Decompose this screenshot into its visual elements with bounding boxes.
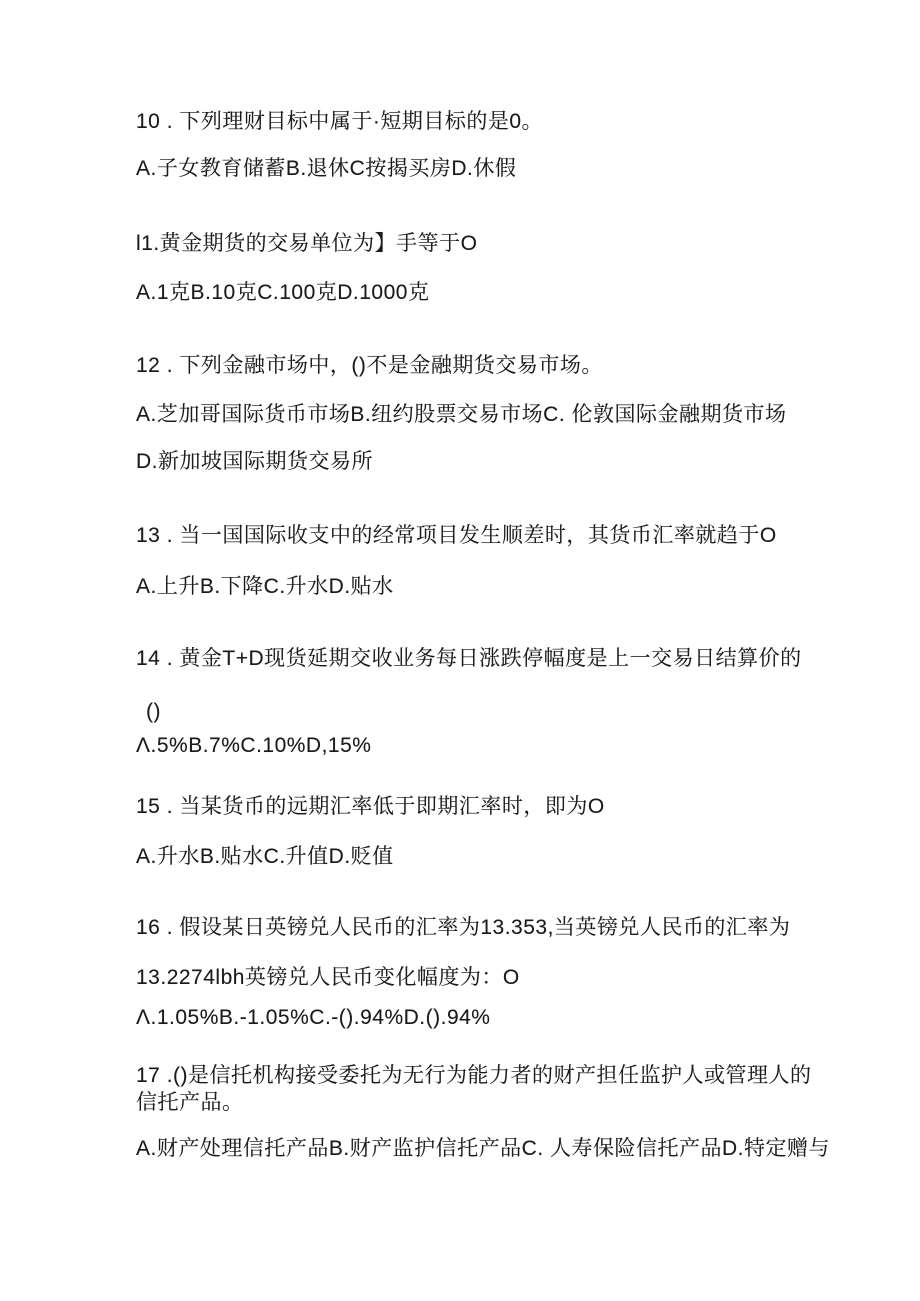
question-15-text: 15 . 当某货币的远期汇率低于即期汇率时，即为O — [136, 795, 605, 818]
question-17-options: A.财产处理信托产品B.财产监护信托产品C. 人寿保险信托产品D.特定赠与 — [136, 1137, 831, 1160]
question-13-options: A.上升B.下降C.升水D.贴水 — [136, 575, 394, 598]
question-12-options-line-1: A.芝加哥国际货币市场B.纽约股票交易市场C. 伦敦国际金融期货市场 — [136, 403, 787, 426]
question-17-text: 17 .()是信托机构接受委托为无行为能力者的财产担任监护人或管理人的 — [136, 1064, 812, 1087]
question-17-text-line-2: 信托产品。 — [136, 1091, 244, 1114]
question-14-text: 14 . 黄金T+D现货延期交收业务每日涨跌停幅度是上一交易日结算价的 — [136, 647, 802, 670]
question-11-text: l1.黄金期货的交易单位为】手等于O — [136, 232, 478, 255]
question-10-text: 10 . 下列理财目标中属于·短期目标的是0。 — [136, 110, 544, 133]
question-10-options: A.子女教育储蓄B.退休C按揭买房D.休假 — [136, 157, 517, 180]
question-14-options: Λ.5%B.7%C.10%D,15% — [136, 734, 372, 757]
question-14-text-line-2: () — [146, 700, 161, 723]
question-12-options-line-2: D.新加坡国际期货交易所 — [136, 450, 373, 473]
question-16-text-line-2: 13.2274lbh英镑兑人民币变化幅度为：O — [136, 966, 520, 989]
question-16-text: 16 . 假设某日英镑兑人民币的汇率为13.353,当英镑兑人民币的汇率为 — [136, 916, 791, 939]
question-13-text: 13 . 当一国国际收支中的经常项目发生顺差时，其货币汇率就趋于O — [136, 524, 777, 547]
question-16-options: Λ.1.05%B.-1.05%C.-().94%D.().94% — [136, 1006, 491, 1029]
question-15-options: A.升水B.贴水C.升值D.贬值 — [136, 845, 394, 868]
question-12-text: 12 . 下列金融市场中，()不是金融期货交易市场。 — [136, 354, 603, 377]
question-11-options: A.1克B.10克C.100克D.1000克 — [136, 281, 430, 304]
